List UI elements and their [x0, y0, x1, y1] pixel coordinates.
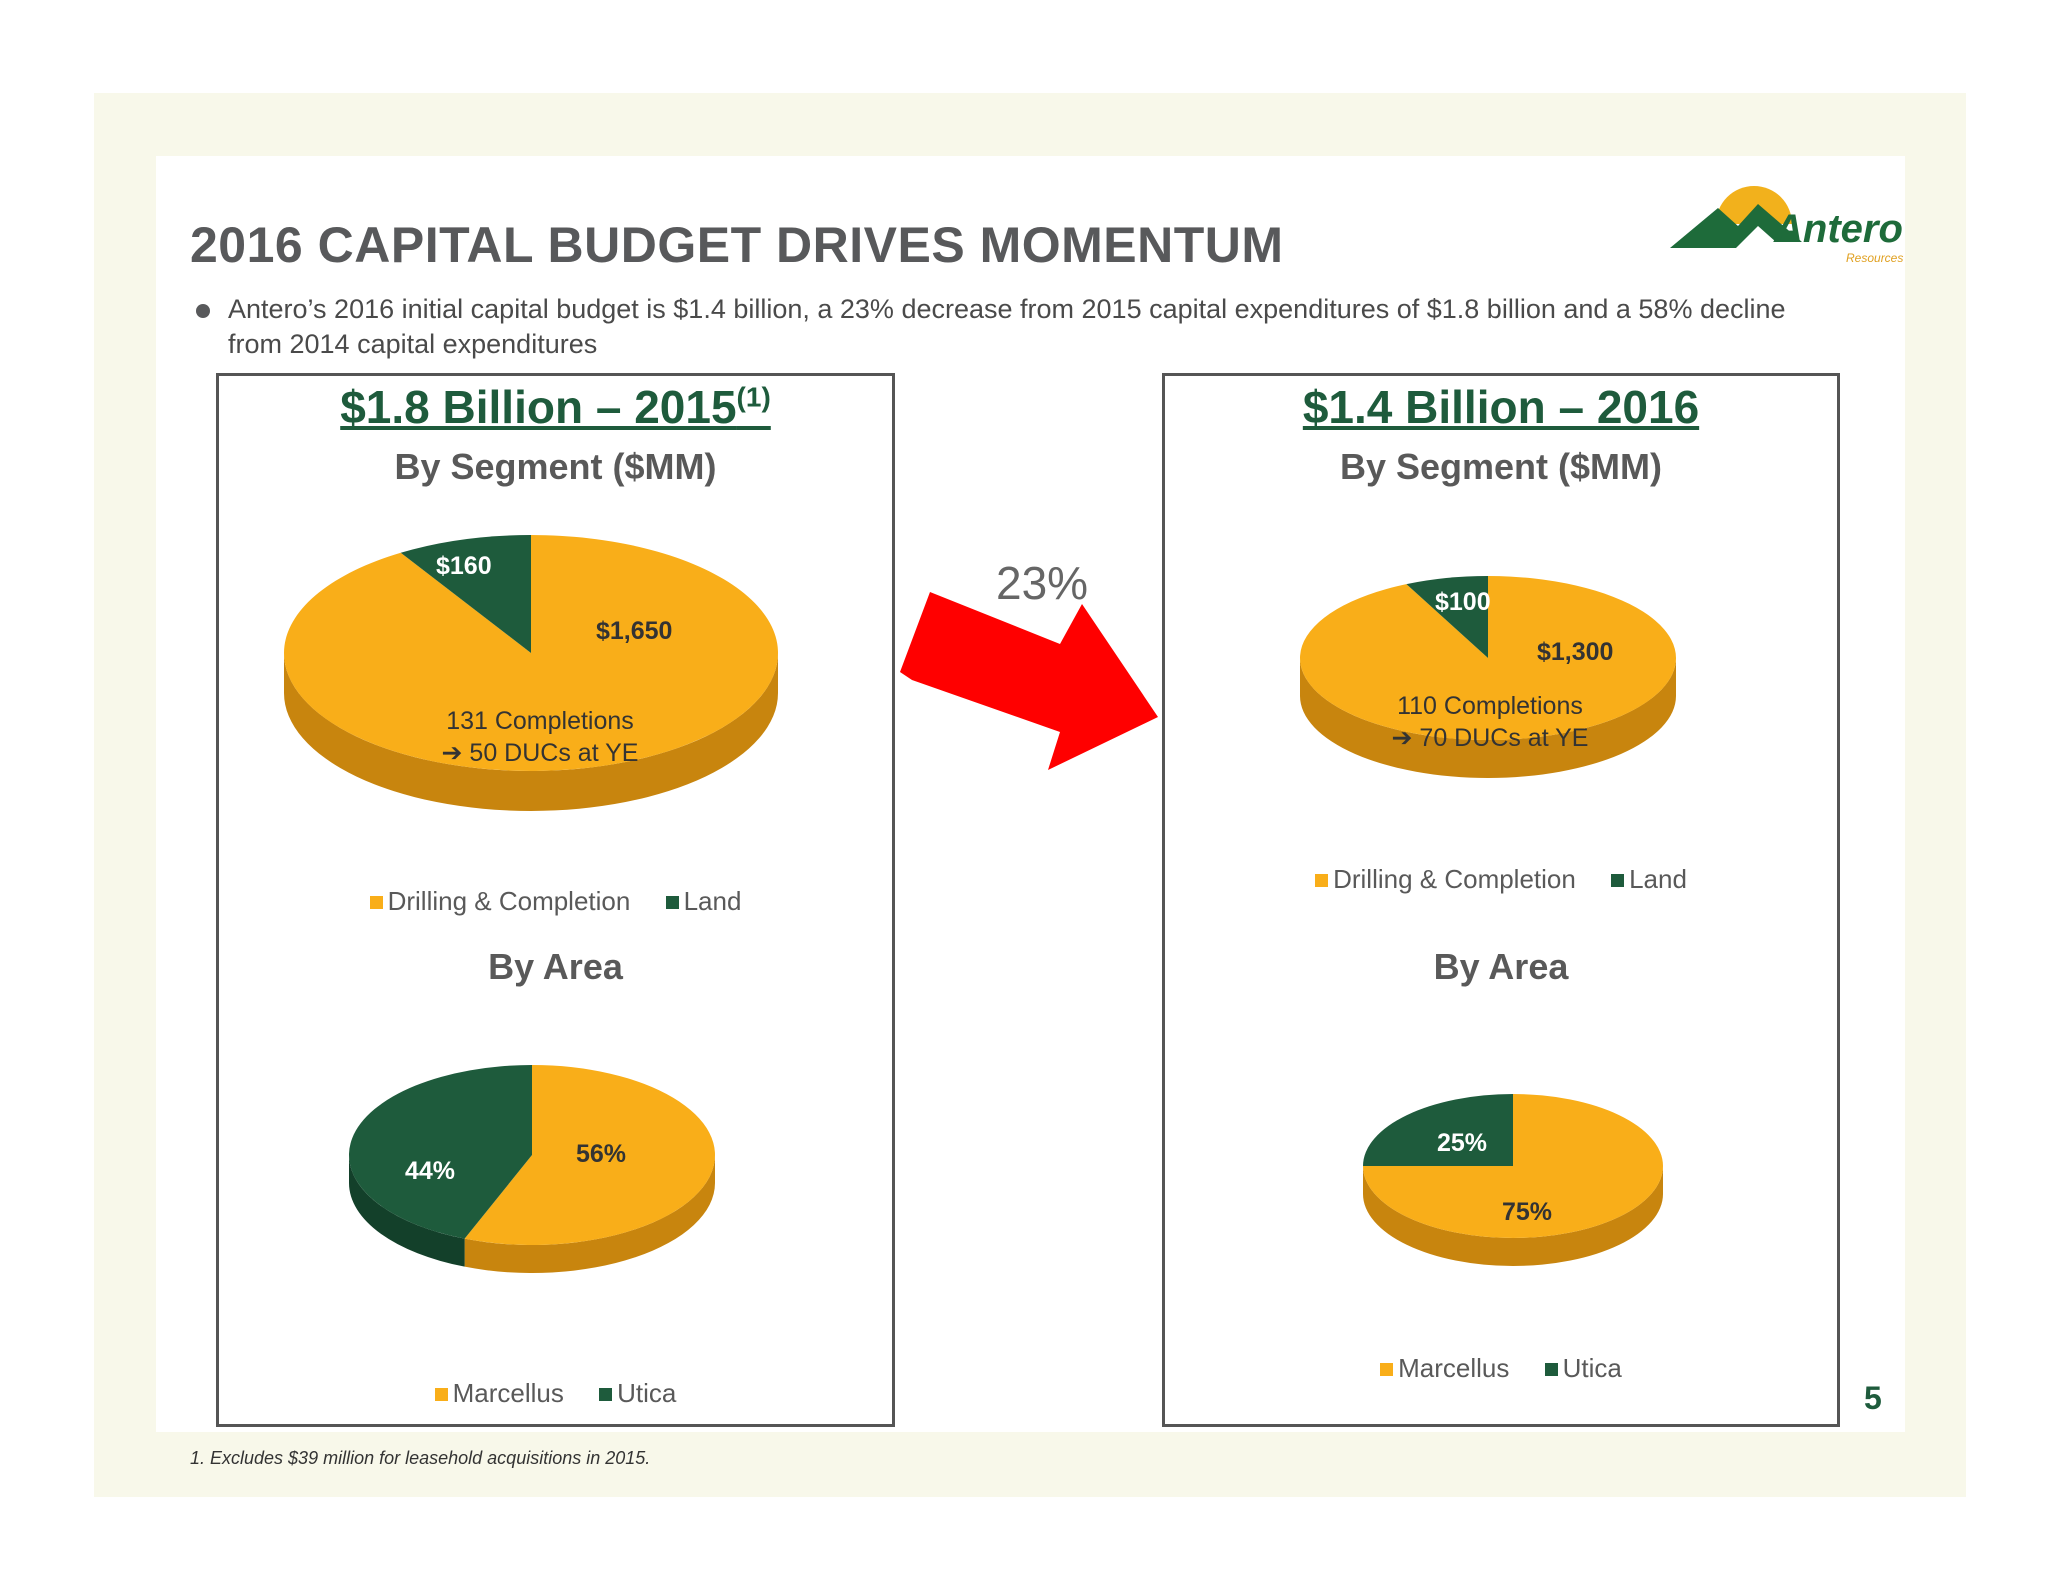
- panel-2016-area-title: By Area: [1433, 946, 1569, 987]
- panel-2015-area-legend: [219, 1378, 892, 1409]
- annotation-2016-line1: 110 Completions: [1397, 692, 1583, 720]
- legend-item-marcellus: Marcellus: [435, 1378, 564, 1408]
- logo-subtitle: Resources: [1846, 251, 1904, 265]
- legend-swatch-land: [1611, 874, 1624, 887]
- legend-swatch-utica: [599, 1388, 612, 1401]
- label-marcellus-2016: 75%: [1502, 1198, 1553, 1226]
- right-arrow-icon: ➔: [1391, 724, 1413, 752]
- logo-wordmark: Antero: [1774, 207, 1903, 251]
- panel-2015-heading-text: $1.8 Billion – 2015: [340, 381, 737, 433]
- legend-item-utica: Utica: [599, 1378, 676, 1408]
- label-marcellus-2015: 56%: [576, 1140, 627, 1168]
- legend-item-land: Land: [1611, 864, 1687, 894]
- legend-swatch-utica: [1545, 1363, 1558, 1376]
- footnote: 1. Excludes $39 million for leasehold acquisitions in 2015.: [190, 1448, 651, 1468]
- annotation-2015-line1: 131 Completions: [446, 707, 634, 735]
- annotation-2015: [420, 705, 660, 769]
- legend-item-drilling: Drilling & Completion: [1315, 864, 1576, 894]
- label-utica-2016: 25%: [1437, 1129, 1488, 1157]
- annotation-2016-line2: ➔ 70 DUCs at YE: [1391, 724, 1589, 752]
- page-number: 5: [1864, 1380, 1882, 1416]
- label-drilling-2015: $1,650: [596, 617, 673, 645]
- legend-swatch-drilling: [370, 896, 383, 909]
- panel-2015-heading: [219, 380, 892, 434]
- label-land-2015: $160: [436, 552, 492, 580]
- right-arrow-icon: ➔: [441, 739, 463, 767]
- legend-item-marcellus: Marcellus: [1380, 1353, 1509, 1383]
- panel-2016-segment-legend: [1165, 864, 1837, 895]
- panel-2015-area-title: By Area: [488, 946, 623, 987]
- bullet-dot-icon: [196, 304, 210, 318]
- legend-swatch-drilling: [1315, 874, 1328, 887]
- summary-bullet: [196, 292, 1816, 362]
- label-utica-2015: 44%: [405, 1157, 456, 1185]
- legend-swatch-marcellus: [1380, 1363, 1393, 1376]
- label-land-2016: $100: [1435, 588, 1491, 616]
- footnote-marker: (1): [736, 381, 771, 413]
- legend-swatch-land: [666, 896, 679, 909]
- legend-item-utica: Utica: [1545, 1353, 1622, 1383]
- pie-2015-segment: [284, 535, 780, 835]
- antero-logo: [1664, 186, 1904, 276]
- annotation-2016: [1370, 690, 1610, 754]
- panel-2015-segment-title: By Segment ($MM): [394, 446, 717, 487]
- legend-item-drilling: Drilling & Completion: [370, 886, 631, 916]
- panel-2016-segment-title: By Segment ($MM): [1339, 446, 1663, 487]
- decrease-arrow-icon: [900, 582, 1160, 772]
- panel-2016-heading: $1.4 Billion – 2016: [1302, 381, 1700, 433]
- legend-swatch-marcellus: [435, 1388, 448, 1401]
- summary-text: Antero’s 2016 initial capital budget is $1.4 billion, a 23% decrease from 2015 capital expenditures of $1.8 billion and a 58% decline from 2014 capital expenditures: [228, 294, 1786, 359]
- pie-2016-area: [1363, 1094, 1665, 1274]
- decrease-label: 23%: [996, 557, 1089, 609]
- slide-title: 2016 CAPITAL BUDGET DRIVES MOMENTUM: [190, 217, 1284, 273]
- panel-2016-area-legend: [1165, 1353, 1837, 1384]
- label-drilling-2016: $1,300: [1537, 638, 1614, 666]
- annotation-2015-line2: ➔ 50 DUCs at YE: [441, 739, 639, 767]
- panel-2015-segment-legend: [219, 886, 892, 917]
- legend-item-land: Land: [666, 886, 742, 916]
